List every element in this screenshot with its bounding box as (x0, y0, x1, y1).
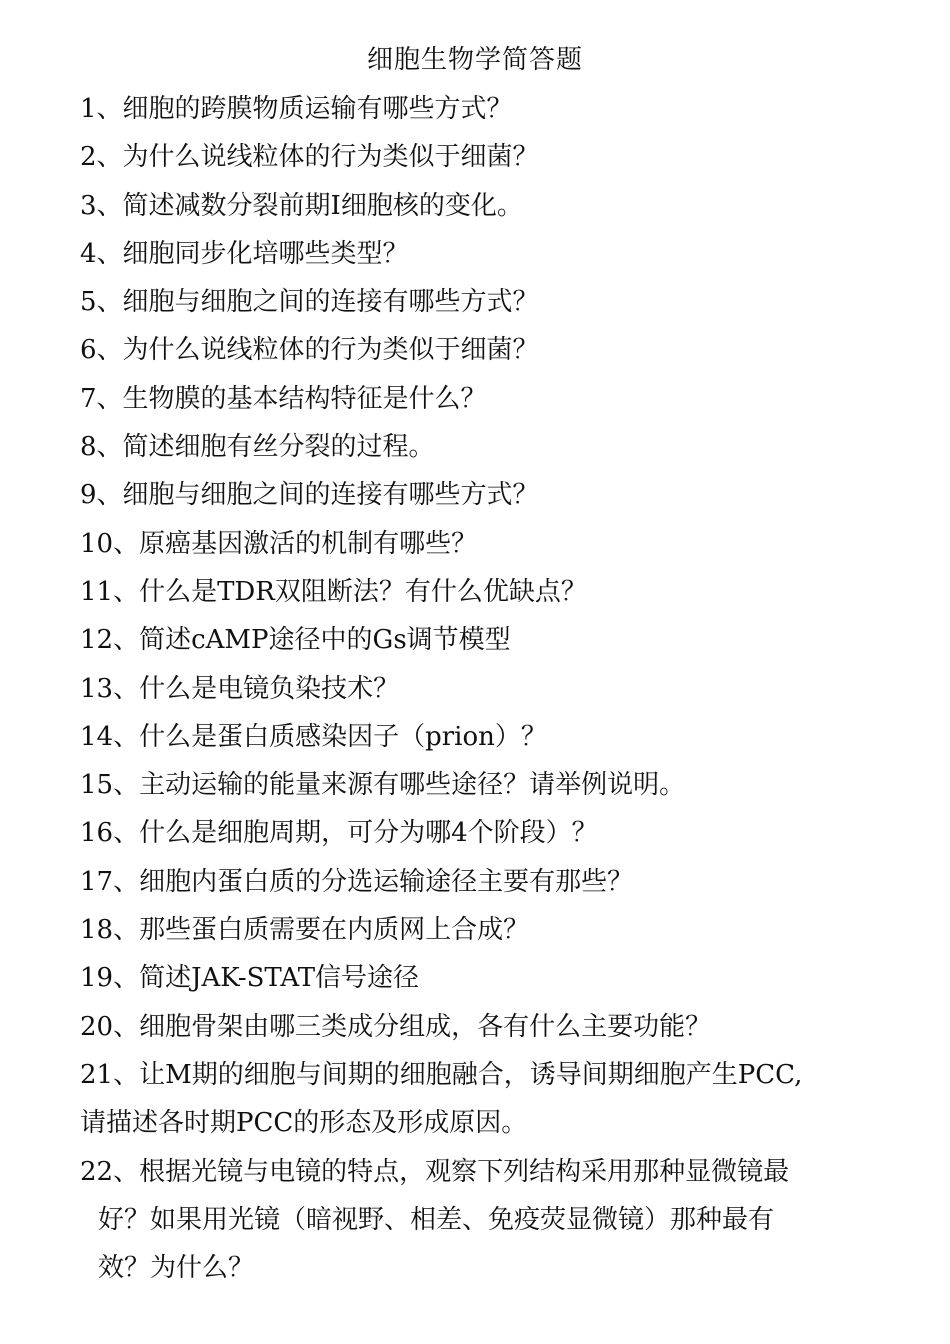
question-text: 细胞同步化培哪些类型？ (122, 238, 409, 269)
question-item (80, 326, 880, 374)
question-number: 18、 (80, 915, 140, 946)
question-item (80, 665, 880, 713)
question-number: 2、 (80, 142, 123, 173)
question-item (80, 713, 880, 761)
question-text: 细胞内蛋白质的分选运输途径主要有那些？ (139, 866, 634, 897)
question-number: 22、 (80, 1156, 140, 1187)
question-text: 让M期的细胞与间期的细胞融合，诱导间期细胞产生PCC, (139, 1059, 803, 1090)
question-text: 原癌基因激活的机制有哪些？ (139, 528, 478, 559)
question-number: 8、 (80, 432, 123, 463)
question-text: 什么是电镜负染技术？ (139, 673, 400, 704)
question-number: 9、 (80, 480, 123, 511)
question-number: 11、 (80, 576, 140, 607)
question-text: 为什么说线粒体的行为类似于细菌？ (122, 142, 539, 173)
question-item (80, 471, 880, 519)
question-item (80, 858, 880, 906)
question-item (80, 133, 880, 181)
question-text: 什么是TDR双阻断法？有什么优缺点？ (139, 576, 587, 607)
question-item (80, 1051, 880, 1148)
question-number: 7、 (80, 383, 123, 414)
question-text-continuation: 好？如果用光镜（暗视野、相差、免疫荧显微镜）那种最有 (98, 1204, 775, 1235)
question-item (80, 375, 880, 423)
question-number: 19、 (80, 963, 140, 994)
question-number: 6、 (80, 335, 123, 366)
question-item (80, 1148, 880, 1293)
question-item (80, 278, 880, 326)
question-number: 17、 (80, 866, 140, 897)
question-text: 根据光镜与电镜的特点，观察下列结构采用那种显微镜最 (139, 1156, 790, 1187)
question-number: 3、 (80, 190, 123, 221)
question-number: 20、 (80, 1011, 140, 1042)
question-text: 细胞与细胞之间的连接有哪些方式？ (122, 480, 539, 511)
question-number: 14、 (80, 721, 140, 752)
question-item (80, 520, 880, 568)
question-text: 什么是蛋白质感染因子（prion）？ (139, 721, 547, 752)
question-text: 简述细胞有丝分裂的过程。 (122, 432, 435, 463)
question-text: 主动运输的能量来源有哪些途径？请举例说明。 (139, 770, 686, 801)
question-text-continuation: 请描述各时期PCC的形态及形成原因。 (80, 1108, 528, 1139)
question-text: 生物膜的基本结构特征是什么？ (122, 383, 487, 414)
question-item (80, 423, 880, 471)
question-number: 21、 (80, 1059, 140, 1090)
question-text: 那些蛋白质需要在内质网上合成？ (139, 915, 530, 946)
question-text: 简述JAK-STAT信号途径 (139, 963, 420, 994)
question-text: 什么是细胞周期，可分为哪4个阶段）？ (139, 818, 598, 849)
question-text: 为什么说线粒体的行为类似于细菌？ (122, 335, 539, 366)
question-item (80, 906, 880, 954)
question-number: 15、 (80, 770, 140, 801)
question-item (80, 761, 880, 809)
question-text: 细胞的跨膜物质运输有哪些方式？ (122, 94, 513, 124)
document-title: 细胞生物学简答题 (366, 45, 583, 75)
question-item (80, 230, 880, 278)
question-text: 细胞骨架由哪三类成分组成，各有什么主要功能？ (139, 1011, 712, 1042)
question-list (80, 85, 880, 1292)
question-item (80, 616, 880, 664)
question-number: 12、 (80, 625, 140, 656)
question-number: 1、 (80, 94, 123, 124)
question-text: 细胞与细胞之间的连接有哪些方式？ (122, 287, 539, 318)
question-text-continuation: 效？为什么？ (98, 1253, 255, 1284)
question-item (80, 85, 880, 133)
question-item (80, 954, 880, 1002)
question-text: 简述减数分裂前期Ⅰ细胞核的变化。 (122, 190, 523, 221)
question-number: 4、 (80, 238, 123, 269)
question-number: 13、 (80, 673, 140, 704)
question-item (80, 1003, 880, 1051)
question-number: 5、 (80, 287, 123, 318)
question-number: 16、 (80, 818, 140, 849)
question-number: 10、 (80, 528, 140, 559)
question-item (80, 568, 880, 616)
question-text: 简述cAMP途径中的Gs调节模型 (139, 625, 511, 656)
question-item (80, 182, 880, 230)
question-item (80, 809, 880, 857)
